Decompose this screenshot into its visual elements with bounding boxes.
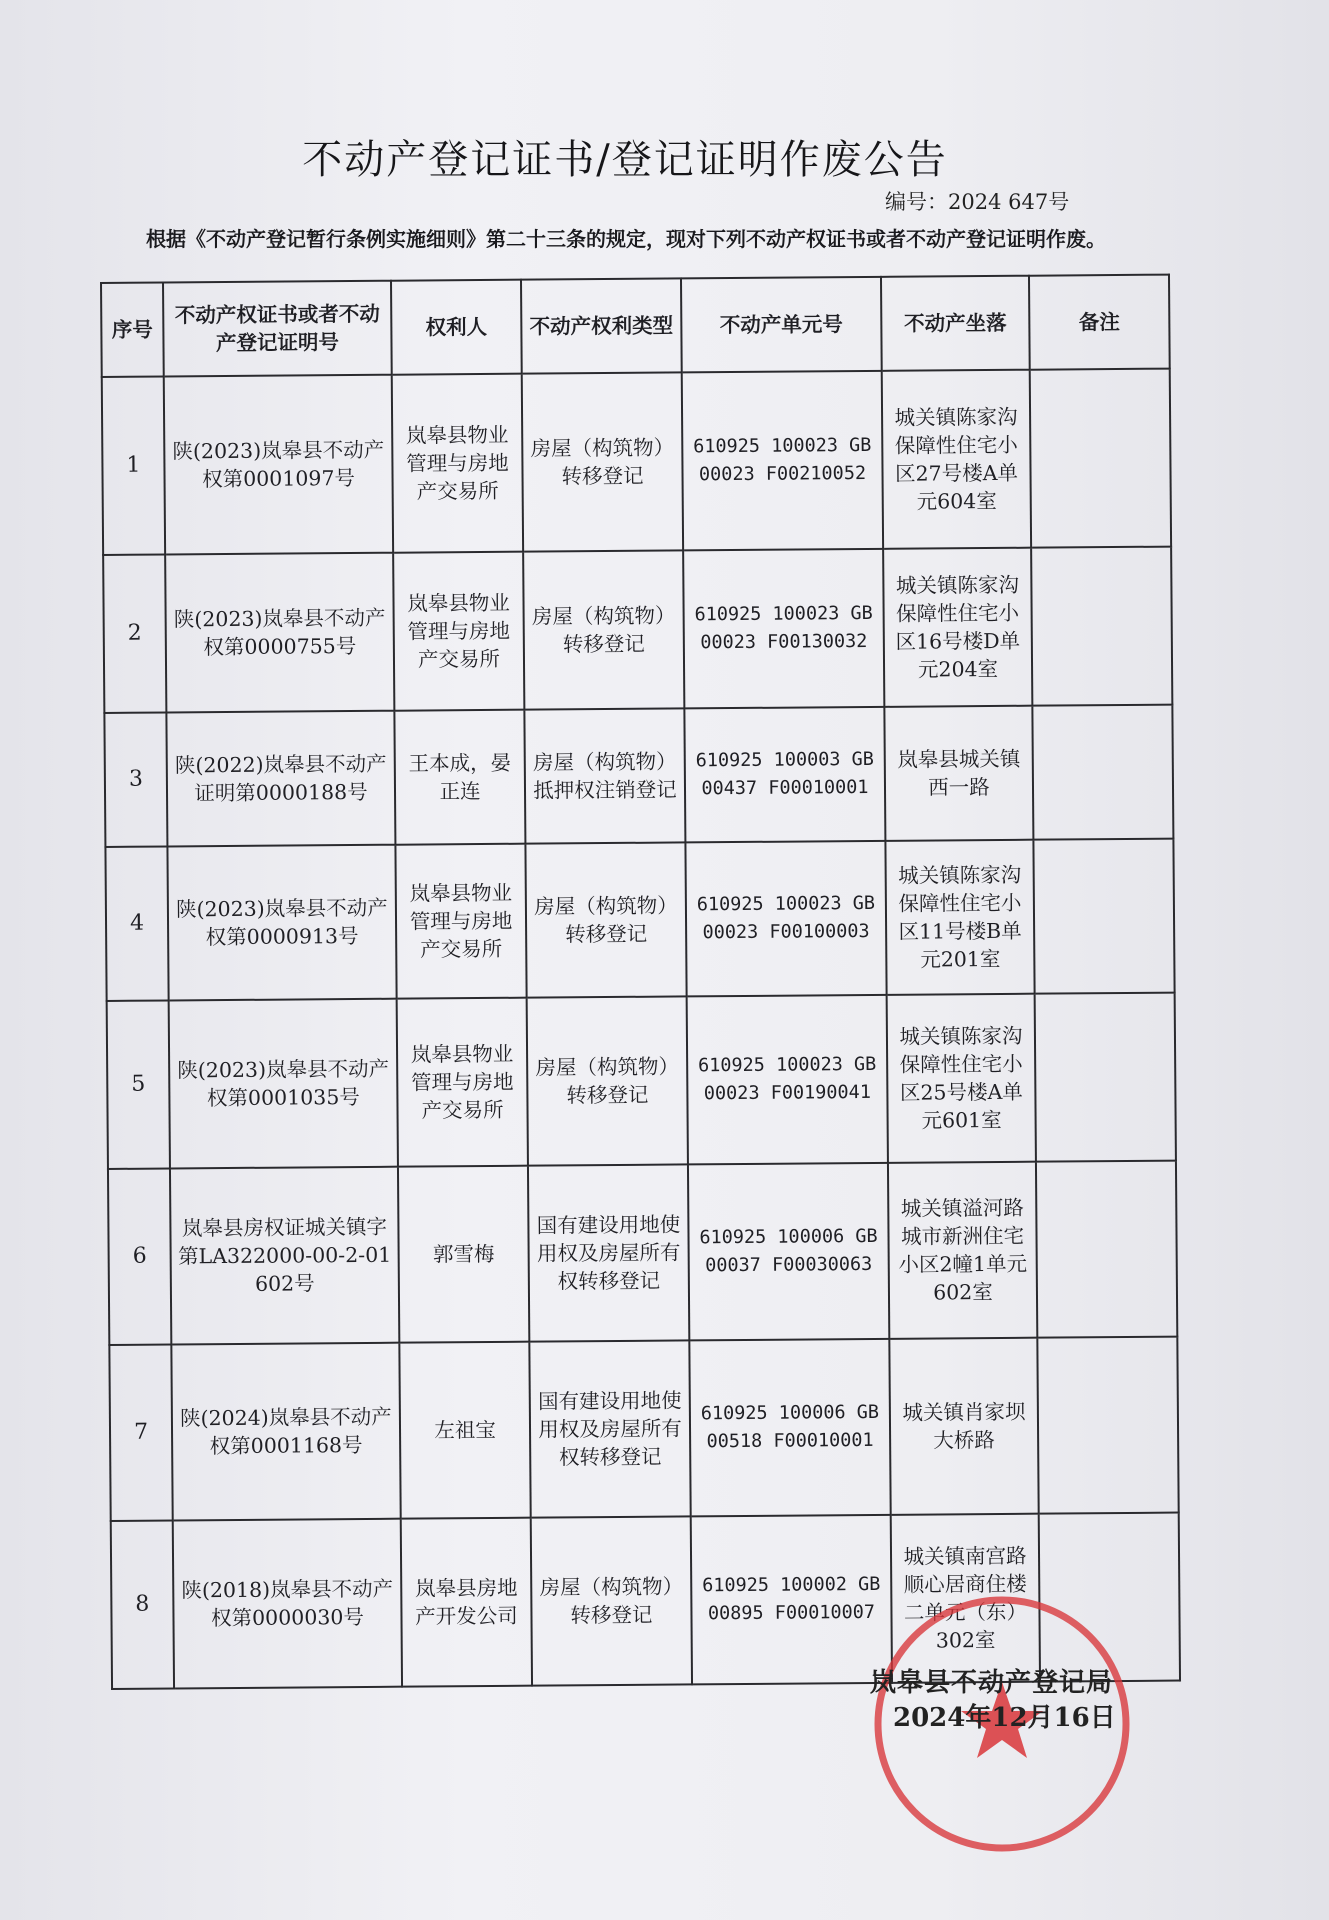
cell-note — [1035, 993, 1176, 1162]
cell-cert: 陕(2018)岚皋县不动产权第0000030号 — [173, 1519, 402, 1689]
table-row — [102, 369, 1171, 555]
cell-unit: 610925 100003 GB00437 F00010001 — [684, 707, 885, 843]
cell-cert: 陕(2022)岚皋县不动产证明第0000188号 — [166, 711, 395, 847]
cell-type: 房屋（构筑物）转移登记 — [523, 550, 684, 709]
issue-date: 2024年12月16日 — [893, 1703, 1116, 1733]
cell-unit: 610925 100023 GB00023 F00210052 — [682, 371, 883, 551]
cell-holder: 岚皋县物业管理与房地产交易所 — [395, 844, 526, 999]
header-type: 不动产权利类型 — [521, 278, 682, 373]
header-cert: 不动产权证书或者不动产登记证明号 — [163, 281, 392, 377]
document-number: 编号：2024 647号 — [885, 190, 1070, 214]
cell-seq: 3 — [104, 712, 167, 846]
cell-type: 房屋（构筑物）抵押权注销登记 — [524, 708, 685, 843]
cell-note — [1030, 369, 1171, 548]
cell-unit: 610925 100006 GB00518 F00010001 — [689, 1339, 890, 1517]
cell-seq: 2 — [103, 554, 166, 712]
header-seq: 序号 — [101, 283, 164, 377]
document-title: 不动产登记证书/登记证明作废公告 — [302, 137, 948, 183]
cell-holder: 岚皋县物业管理与房地产交易所 — [392, 374, 523, 553]
cell-type: 房屋（构筑物）转移登记 — [522, 372, 683, 551]
cell-holder: 左祖宝 — [399, 1342, 530, 1519]
cell-note — [1032, 705, 1173, 840]
cell-location: 城关镇陈家沟保障性住宅小区27号楼A单元604室 — [882, 370, 1031, 549]
cell-location: 城关镇南宫路顺心居商住楼二单元（东）302室 — [891, 1514, 1040, 1683]
cell-cert: 陕(2023)岚皋县不动产权第0000755号 — [165, 553, 394, 713]
cell-type: 国有建设用地使用权及房屋所有权转移登记 — [529, 1340, 690, 1517]
cell-seq: 6 — [108, 1168, 171, 1344]
cell-cert: 陕(2023)岚皋县不动产权第0000913号 — [167, 845, 396, 1001]
cell-unit: 610925 100006 GB00037 F00030063 — [688, 1163, 889, 1341]
cell-cert: 陕(2023)岚皋县不动产权第0001035号 — [169, 999, 398, 1169]
table-header-row — [101, 275, 1170, 377]
cell-location: 城关镇陈家沟保障性住宅小区11号楼B单元201室 — [885, 840, 1034, 995]
cell-type: 房屋（构筑物）转移登记 — [531, 1516, 692, 1685]
cell-seq: 8 — [111, 1520, 174, 1688]
cell-type: 房屋（构筑物）转移登记 — [525, 842, 686, 997]
cell-location: 城关镇肖家坝大桥路 — [889, 1338, 1038, 1515]
cell-seq: 7 — [109, 1344, 172, 1520]
header-location: 不动产坐落 — [881, 276, 1030, 371]
cell-unit: 610925 100023 GB00023 F00130032 — [683, 549, 884, 709]
cell-note — [1036, 1161, 1177, 1338]
cell-location: 城关镇陈家沟保障性住宅小区25号楼A单元601室 — [887, 994, 1036, 1163]
issuing-authority: 岚皋县不动产登记局 — [870, 1668, 1114, 1698]
cell-seq: 1 — [102, 377, 165, 555]
cell-holder: 岚皋县房地产开发公司 — [401, 1518, 532, 1687]
intro-text: 根据《不动产登记暂行条例实施细则》第二十三条的规定，现对下列不动产权证书或者不动产登记证明作废。 — [146, 227, 1106, 251]
cell-unit: 610925 100023 GB00023 F00190041 — [687, 995, 888, 1165]
cell-location: 岚皋县城关镇西一路 — [884, 706, 1033, 841]
cell-type: 国有建设用地使用权及房屋所有权转移登记 — [528, 1164, 689, 1341]
cell-note — [1031, 547, 1172, 706]
cell-cert: 陕(2023)岚皋县不动产权第0001097号 — [164, 375, 393, 555]
table-row — [107, 993, 1176, 1169]
cell-unit: 610925 100023 GB00023 F00100003 — [685, 841, 886, 997]
table-row — [103, 547, 1172, 713]
cell-unit: 610925 100002 GB00895 F00010007 — [691, 1515, 892, 1685]
cell-cert: 陕(2024)岚皋县不动产权第0001168号 — [171, 1343, 400, 1521]
cell-location: 城关镇陈家沟保障性住宅小区16号楼D单元204室 — [883, 548, 1032, 707]
cell-type: 房屋（构筑物）转移登记 — [527, 996, 688, 1165]
cell-cert: 岚皋县房权证城关镇字第LA322000-00-2-01602号 — [170, 1167, 399, 1345]
void-certificate-table — [100, 274, 1181, 1690]
header-unit: 不动产单元号 — [681, 277, 882, 373]
header-holder: 权利人 — [391, 280, 522, 375]
table-row — [108, 1161, 1177, 1345]
cell-note — [1037, 1337, 1178, 1514]
table-row — [105, 839, 1174, 1001]
cell-seq: 5 — [107, 1000, 170, 1168]
cell-holder: 王本成，晏正连 — [394, 710, 525, 845]
cell-location: 城关镇溢河路城市新洲住宅小区2幢1单元602室 — [888, 1162, 1037, 1339]
cell-note — [1033, 839, 1174, 994]
header-note: 备注 — [1029, 275, 1170, 370]
cell-holder: 岚皋县物业管理与房地产交易所 — [393, 552, 524, 711]
cell-holder: 岚皋县物业管理与房地产交易所 — [397, 998, 528, 1167]
cell-seq: 4 — [105, 846, 168, 1000]
table-row — [109, 1337, 1178, 1521]
table-row — [104, 705, 1173, 847]
cell-holder: 郭雪梅 — [398, 1166, 529, 1343]
intro-paragraph — [102, 224, 1122, 254]
